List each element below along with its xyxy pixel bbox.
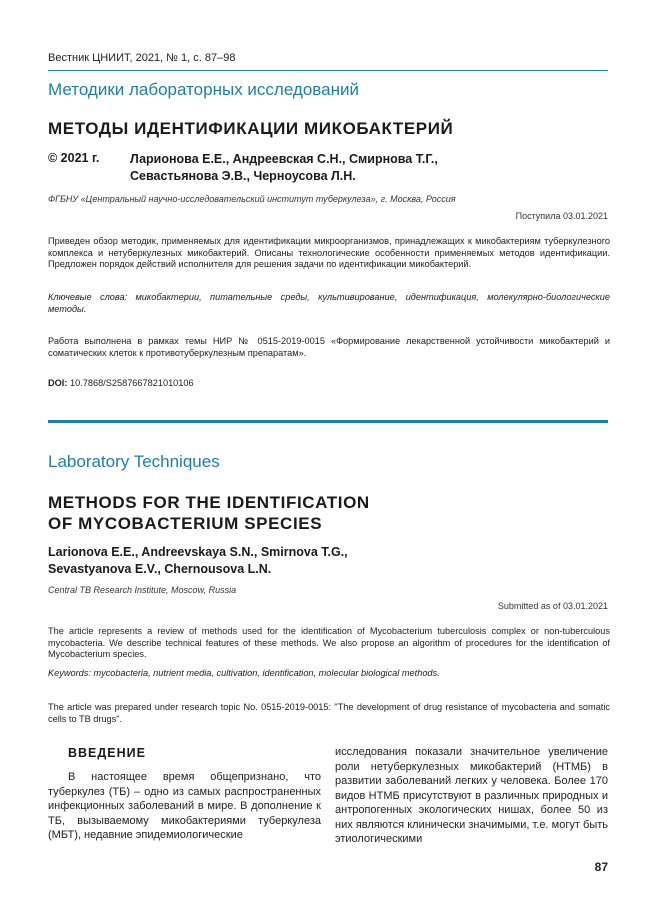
ru-affiliation: ФГБНУ «Центральный научно-исследовательский институт туберкулеза», г. Москва, Россия — [48, 194, 456, 204]
en-funding: The article was prepared under research topic No. 0515-2019-0015: "The development of drug resistance of mycobacteria and somatic cells to TB drugs". — [48, 702, 610, 724]
journal-citation: Вестник ЦНИИТ, 2021, № 1, с. 87–98 — [48, 52, 236, 64]
header-divider — [48, 70, 608, 71]
intro-left-column — [48, 770, 321, 843]
en-received-date: Submitted as of 03.01.2021 — [497, 601, 608, 611]
intro-right-paragraph: исследования показали значительное увеличение роли нетуберкулезных микобактерий (НТМБ) в развитии заболеваний легких у человека. Более 170 видов НТМБ присутствуют в различных природных и антропогенных экологических нишах, более 50 из них являются клинически значимыми, т.е. могут быть этиологическими — [335, 746, 608, 845]
en-article-title — [48, 492, 370, 534]
en-authors-line-2: Sevastyanova E.V., Chernousova L.N. — [48, 562, 272, 576]
page-number: 87 — [594, 860, 608, 874]
doi — [48, 378, 610, 390]
intro-left-paragraph: В настоящее время общепризнано, что туберкулез (ТБ) – одно из самых распространенных инфекционных заболеваний в мире. В дополнение к ТБ, вызываемому микобактериями туберкулеза (МБТ), недавние эпидемиологические — [48, 771, 321, 841]
ru-keywords: Ключевые слова: микобактерии, питательные среды, культивирование, идентификация, молекулярно-биологические методы. — [48, 292, 610, 314]
en-keywords: Keywords: mycobacteria, nutrient media, cultivation, identification, molecular biological methods. — [48, 668, 440, 678]
copyright: © 2021 г. — [48, 151, 100, 165]
ru-received-date: Поступила 03.01.2021 — [515, 211, 608, 221]
en-authors — [48, 544, 348, 578]
en-abstract: The article represents a review of methods used for the identification of Mycobacterium tuberculosis complex or non-tuberculous mycobacteria. We describe technical features of these methods. We also propose an algorithm of procedures for the identification of Mycobacterium species. — [48, 626, 610, 659]
language-divider — [48, 420, 608, 423]
ru-authors — [130, 151, 438, 185]
introduction-heading: ВВЕДЕНИЕ — [68, 746, 146, 760]
ru-abstract: Приведен обзор методик, применяемых для идентификации микроорганизмов, принадлежащих к микобактериям туберкулезного комплекса и нетуберкулезных микобактерий. Описаны технологические особенности применяемых методов идентификации. Предложен порядок действий исполнителя для решения задачи по идентификации микобактерий. — [48, 236, 610, 269]
en-section-title: Laboratory Techniques — [48, 452, 220, 471]
en-authors-line-1: Larionova E.E., Andreevskaya S.N., Smirnova T.G., — [48, 545, 348, 559]
doi-link[interactable]: 10.7868/S2587667821010106 — [69, 378, 194, 388]
doi-label: DOI: — [48, 378, 68, 388]
intro-right-column — [335, 745, 608, 847]
ru-article-title: МЕТОДЫ ИДЕНТИФИКАЦИИ МИКОБАКТЕРИЙ — [48, 119, 454, 138]
ru-section-title: Методики лабораторных исследований — [48, 80, 359, 99]
ru-authors-line-1: Ларионова Е.Е., Андреевская С.Н., Смирнова Т.Г., — [130, 152, 438, 166]
en-title-line-1: METHODS FOR THE IDENTIFICATION — [48, 493, 370, 512]
ru-funding: Работа выполнена в рамках темы НИР № 0515-2019-0015 «Формирование лекарственной устойчивости микобактерий и соматических клеток к противотуберкулезным препаратам». — [48, 336, 610, 358]
en-title-line-2: OF MYCOBACTERIUM SPECIES — [48, 514, 323, 533]
en-affiliation: Central TB Research Institute, Moscow, Russia — [48, 585, 237, 595]
ru-authors-line-2: Севастьянова Э.В., Черноусова Л.Н. — [130, 169, 356, 183]
